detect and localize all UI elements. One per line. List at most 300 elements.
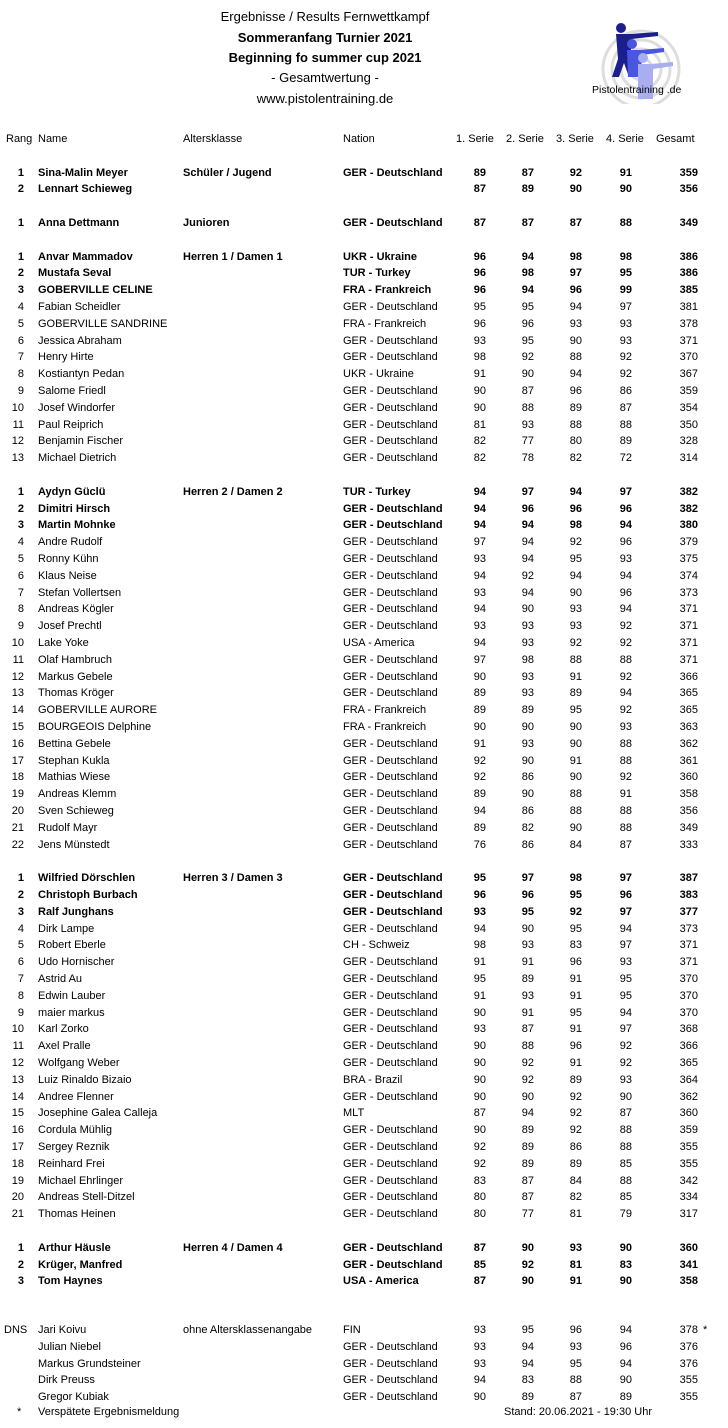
serie-3-cell: 95 [569, 888, 582, 901]
rank-cell: 9 [17, 620, 24, 633]
serie-1-cell: 93 [473, 334, 486, 347]
serie-2-cell: 90 [521, 1241, 534, 1254]
serie-4-cell: 92 [619, 704, 632, 717]
serie-4-cell: 87 [619, 838, 632, 851]
table-row [0, 669, 728, 686]
serie-3-cell: 88 [569, 1374, 582, 1387]
serie-4-cell: 88 [619, 418, 632, 431]
header-name: Name [38, 133, 68, 145]
serie-3-cell: 98 [569, 519, 582, 532]
rank-cell: 1 [17, 166, 24, 179]
nation-cell: USA - America [343, 1275, 419, 1288]
name-cell: Andreas Kögler [38, 603, 114, 616]
serie-2-cell: 92 [521, 569, 534, 582]
nation-cell: GER - Deutschland [343, 956, 438, 969]
serie-3-cell: 82 [569, 452, 582, 465]
nation-cell: GER - Deutschland [343, 569, 438, 582]
rank-cell: 19 [11, 788, 24, 801]
rank-cell: 12 [11, 1056, 24, 1069]
rank-cell: 2 [17, 267, 24, 280]
name-cell: Lennart Schieweg [38, 183, 133, 196]
nation-cell: GER - Deutschland [343, 670, 438, 683]
total-cell: 360 [679, 1107, 698, 1120]
serie-2-cell: 98 [521, 653, 534, 666]
serie-1-cell: 91 [473, 737, 486, 750]
total-cell: 371 [679, 939, 698, 952]
name-cell: Julian Niebel [38, 1340, 101, 1353]
total-cell: 366 [679, 670, 698, 683]
rank-cell: 4 [17, 300, 24, 313]
serie-4-cell: 94 [619, 1324, 632, 1337]
serie-3-cell: 96 [569, 284, 582, 297]
serie-3-cell: 92 [569, 905, 582, 918]
serie-3-cell: 92 [569, 1090, 582, 1103]
nation-cell: FRA - Frankreich [343, 284, 432, 297]
nation-cell: GER - Deutschland [343, 1090, 438, 1103]
serie-1-cell: 97 [473, 653, 486, 666]
nation-cell: GER - Deutschland [343, 1241, 443, 1254]
late-result-marker: * [703, 1324, 708, 1337]
table-row [0, 887, 728, 904]
serie-1-cell: 87 [473, 1241, 486, 1254]
serie-3-cell: 87 [569, 216, 582, 229]
name-cell: Astrid Au [38, 972, 83, 985]
nation-cell: GER - Deutschland [343, 771, 438, 784]
total-cell: 370 [679, 1006, 698, 1019]
table-row [0, 400, 728, 417]
total-cell: 354 [679, 401, 698, 414]
serie-1-cell: 89 [473, 788, 486, 801]
nation-cell: TUR - Turkey [343, 267, 411, 280]
nation-cell: GER - Deutschland [343, 1124, 438, 1137]
serie-4-cell: 89 [619, 435, 632, 448]
serie-2-cell: 87 [521, 166, 534, 179]
rank-cell: 10 [11, 401, 24, 414]
header-serie-2: 2. Serie [506, 133, 544, 145]
rank-cell: 14 [11, 704, 24, 717]
serie-2-cell: 95 [521, 300, 534, 313]
table-row [0, 618, 728, 635]
serie-4-cell: 94 [619, 687, 632, 700]
rank-cell: 9 [17, 1006, 24, 1019]
table-row [0, 534, 728, 551]
serie-2-cell: 95 [521, 1324, 534, 1337]
serie-4-cell: 96 [619, 502, 632, 515]
table-row [0, 165, 728, 182]
table-row [0, 1372, 728, 1389]
serie-1-cell: 98 [473, 351, 486, 364]
nation-cell: GER - Deutschland [343, 1258, 443, 1271]
nation-cell: GER - Deutschland [343, 519, 443, 532]
name-cell: Luiz Rinaldo Bizaio [38, 1073, 132, 1086]
total-cell: 365 [679, 704, 698, 717]
serie-4-cell: 92 [619, 771, 632, 784]
nation-cell: GER - Deutschland [343, 1040, 438, 1053]
serie-3-cell: 86 [569, 1140, 582, 1153]
serie-3-cell: 95 [569, 552, 582, 565]
serie-2-cell: 94 [521, 552, 534, 565]
serie-3-cell: 95 [569, 922, 582, 935]
serie-4-cell: 93 [619, 1073, 632, 1086]
total-cell: 359 [679, 384, 698, 397]
name-cell: Benjamin Fischer [38, 435, 123, 448]
name-cell: Dirk Lampe [38, 922, 95, 935]
nation-cell: BRA - Brazil [343, 1073, 403, 1086]
name-cell: Michael Dietrich [38, 452, 117, 465]
total-cell: 379 [679, 536, 698, 549]
serie-2-cell: 92 [521, 1073, 534, 1086]
serie-1-cell: 95 [473, 872, 486, 885]
name-cell: Olaf Hambruch [38, 653, 112, 666]
serie-2-cell: 89 [521, 704, 534, 717]
serie-3-cell: 82 [569, 1191, 582, 1204]
name-cell: Andre Rudolf [38, 536, 103, 549]
table-row [0, 1206, 728, 1223]
rank-cell: 1 [17, 485, 24, 498]
total-cell: 376 [679, 1357, 698, 1370]
name-cell: Andreas Stell-Ditzel [38, 1191, 135, 1204]
status-timestamp: Stand: 20.06.2021 - 19:30 Uhr [504, 1406, 652, 1418]
serie-4-cell: 97 [619, 872, 632, 885]
table-row [0, 1055, 728, 1072]
serie-4-cell: 88 [619, 1174, 632, 1187]
table-row [0, 585, 728, 602]
serie-3-cell: 93 [569, 317, 582, 330]
rank-cell: 16 [11, 737, 24, 750]
serie-1-cell: 94 [473, 1374, 486, 1387]
serie-1-cell: 98 [473, 939, 486, 952]
name-cell: Sergey Reznik [38, 1140, 110, 1153]
rank-cell: 5 [17, 939, 24, 952]
rank-cell: 3 [17, 519, 24, 532]
total-cell: 358 [679, 1275, 698, 1288]
nation-cell: FRA - Frankreich [343, 317, 427, 330]
serie-2-cell: 89 [521, 1157, 534, 1170]
total-cell: 370 [679, 989, 698, 1002]
total-cell: 365 [679, 687, 698, 700]
serie-1-cell: 90 [473, 401, 486, 414]
table-row [0, 820, 728, 837]
nation-cell: GER - Deutschland [343, 418, 438, 431]
serie-2-cell: 89 [521, 972, 534, 985]
serie-4-cell: 88 [619, 653, 632, 666]
serie-4-cell: 79 [619, 1208, 632, 1221]
nation-cell: GER - Deutschland [343, 502, 443, 515]
name-cell: Lake Yoke [38, 636, 89, 649]
serie-1-cell: 87 [473, 1275, 486, 1288]
name-cell: Klaus Neise [38, 569, 97, 582]
table-row [0, 702, 728, 719]
nation-cell: GER - Deutschland [343, 804, 438, 817]
nation-cell: GER - Deutschland [343, 216, 443, 229]
serie-4-cell: 95 [619, 972, 632, 985]
serie-1-cell: 94 [473, 569, 486, 582]
name-cell: BOURGEOIS Delphine [38, 720, 152, 733]
serie-3-cell: 93 [569, 620, 582, 633]
name-cell: Sina-Malin Meyer [38, 166, 128, 179]
serie-3-cell: 98 [569, 872, 582, 885]
nation-cell: GER - Deutschland [343, 1391, 438, 1404]
rank-cell: 11 [12, 1040, 24, 1053]
nation-cell: UKR - Ukraine [343, 368, 414, 381]
rank-cell: 7 [17, 972, 24, 985]
serie-4-cell: 93 [619, 720, 632, 733]
nation-cell: USA - America [343, 636, 415, 649]
serie-2-cell: 87 [521, 384, 534, 397]
nation-cell: GER - Deutschland [343, 351, 438, 364]
serie-3-cell: 91 [569, 972, 582, 985]
rank-cell: 5 [17, 552, 24, 565]
serie-1-cell: 90 [473, 1040, 486, 1053]
name-cell: Dirk Preuss [38, 1374, 95, 1387]
serie-1-cell: 95 [473, 972, 486, 985]
rank-cell: 1 [17, 250, 24, 263]
table-row [0, 417, 728, 434]
serie-4-cell: 93 [619, 317, 632, 330]
nation-cell: GER - Deutschland [343, 838, 438, 851]
serie-3-cell: 90 [569, 771, 582, 784]
table-row [0, 1189, 728, 1206]
nation-cell: GER - Deutschland [343, 1023, 438, 1036]
serie-3-cell: 91 [569, 989, 582, 1002]
table-row [0, 1072, 728, 1089]
rank-cell: 12 [11, 435, 24, 448]
nation-cell: GER - Deutschland [343, 586, 438, 599]
serie-3-cell: 88 [569, 418, 582, 431]
serie-3-cell: 83 [569, 939, 582, 952]
serie-3-cell: 98 [569, 250, 582, 263]
rank-cell: 4 [17, 536, 24, 549]
name-cell: Tom Haynes [38, 1275, 103, 1288]
rank-cell: 13 [11, 452, 24, 465]
table-row [0, 1273, 728, 1290]
serie-2-cell: 90 [521, 754, 534, 767]
serie-1-cell: 87 [473, 216, 486, 229]
total-cell: 350 [679, 418, 698, 431]
total-cell: 358 [679, 788, 698, 801]
serie-4-cell: 92 [619, 636, 632, 649]
rank-cell: 21 [11, 821, 24, 834]
serie-3-cell: 90 [569, 737, 582, 750]
serie-1-cell: 93 [473, 552, 486, 565]
total-cell: 328 [679, 435, 698, 448]
rank-cell: 17 [11, 754, 24, 767]
total-cell: 362 [679, 1090, 698, 1103]
serie-4-cell: 94 [619, 603, 632, 616]
rank-cell: 11 [12, 418, 24, 431]
nation-cell: GER - Deutschland [343, 1191, 438, 1204]
total-cell: 349 [679, 821, 698, 834]
serie-2-cell: 93 [521, 620, 534, 633]
name-cell: Christoph Burbach [38, 888, 138, 901]
serie-2-cell: 89 [521, 1140, 534, 1153]
logo-text: Pistolentraining .de [592, 84, 682, 96]
table-row [0, 635, 728, 652]
serie-1-cell: 92 [473, 1157, 486, 1170]
nation-cell: GER - Deutschland [343, 384, 438, 397]
serie-2-cell: 92 [521, 1056, 534, 1069]
serie-1-cell: 80 [473, 1208, 486, 1221]
total-cell: 349 [679, 216, 698, 229]
serie-4-cell: 92 [619, 620, 632, 633]
serie-3-cell: 95 [569, 1006, 582, 1019]
serie-1-cell: 89 [473, 687, 486, 700]
total-cell: 371 [679, 636, 698, 649]
serie-3-cell: 91 [569, 1056, 582, 1069]
total-cell: 360 [679, 1241, 698, 1254]
serie-1-cell: 97 [473, 536, 486, 549]
serie-3-cell: 84 [569, 838, 582, 851]
serie-2-cell: 95 [521, 905, 534, 918]
rank-cell: 11 [12, 653, 24, 666]
table-row [0, 1339, 728, 1356]
serie-3-cell: 93 [569, 1241, 582, 1254]
class-cell: Herren 1 / Damen 1 [183, 250, 283, 263]
table-row [0, 383, 728, 400]
serie-2-cell: 91 [521, 1006, 534, 1019]
serie-2-cell: 93 [521, 939, 534, 952]
serie-2-cell: 93 [521, 989, 534, 1002]
nation-cell: GER - Deutschland [343, 334, 438, 347]
website-link[interactable]: www.pistolentraining.de [256, 91, 394, 106]
total-cell: 359 [679, 166, 698, 179]
nation-cell: GER - Deutschland [343, 435, 438, 448]
table-row [0, 736, 728, 753]
name-cell: Paul Reiprich [38, 418, 104, 431]
table-row [0, 433, 728, 450]
rank-cell: 1 [17, 1241, 24, 1254]
serie-4-cell: 95 [619, 267, 632, 280]
name-cell: Karl Zorko [38, 1023, 89, 1036]
serie-4-cell: 97 [619, 939, 632, 952]
serie-2-cell: 94 [521, 519, 534, 532]
serie-2-cell: 93 [521, 636, 534, 649]
serie-1-cell: 87 [473, 183, 486, 196]
rank-cell: 12 [11, 670, 24, 683]
total-cell: 362 [679, 737, 698, 750]
total-cell: 317 [679, 1208, 698, 1221]
serie-2-cell: 89 [521, 1124, 534, 1137]
nation-cell: GER - Deutschland [343, 687, 438, 700]
rank-cell: DNS [4, 1324, 28, 1337]
serie-2-cell: 92 [521, 351, 534, 364]
nation-cell: CH - Schweiz [343, 939, 410, 952]
total-cell: 342 [679, 1174, 698, 1187]
serie-1-cell: 93 [473, 905, 486, 918]
nation-cell: GER - Deutschland [343, 1157, 438, 1170]
serie-4-cell: 94 [619, 569, 632, 582]
header-total: Gesamt [656, 133, 695, 145]
total-cell: 367 [679, 368, 698, 381]
serie-3-cell: 89 [569, 401, 582, 414]
serie-3-cell: 81 [569, 1258, 582, 1271]
serie-1-cell: 89 [473, 166, 486, 179]
total-cell: 386 [679, 267, 698, 280]
total-cell: 381 [679, 300, 698, 313]
serie-4-cell: 88 [619, 821, 632, 834]
name-cell: Ralf Junghans [38, 905, 114, 918]
serie-4-cell: 88 [619, 216, 632, 229]
serie-1-cell: 93 [473, 1340, 486, 1353]
total-cell: 359 [679, 1124, 698, 1137]
table-row [0, 299, 728, 316]
rank-cell: 14 [11, 1090, 24, 1103]
serie-1-cell: 90 [473, 1006, 486, 1019]
serie-1-cell: 92 [473, 1140, 486, 1153]
nation-cell: GER - Deutschland [343, 821, 438, 834]
serie-1-cell: 94 [473, 603, 486, 616]
nation-cell: FRA - Frankreich [343, 720, 427, 733]
table-row [0, 1122, 728, 1139]
serie-2-cell: 87 [521, 1174, 534, 1187]
nation-cell: GER - Deutschland [343, 536, 438, 549]
total-cell: 334 [679, 1191, 698, 1204]
nation-cell: MLT [343, 1107, 365, 1120]
serie-1-cell: 76 [473, 838, 486, 851]
total-cell: 371 [679, 956, 698, 969]
serie-2-cell: 89 [521, 183, 534, 196]
class-cell: Herren 3 / Damen 3 [183, 872, 283, 885]
serie-1-cell: 90 [473, 384, 486, 397]
table-row [0, 249, 728, 266]
serie-2-cell: 82 [521, 821, 534, 834]
serie-3-cell: 90 [569, 586, 582, 599]
serie-4-cell: 87 [619, 401, 632, 414]
serie-3-cell: 90 [569, 821, 582, 834]
nation-cell: GER - Deutschland [343, 1174, 438, 1187]
serie-1-cell: 90 [473, 720, 486, 733]
serie-2-cell: 96 [521, 317, 534, 330]
name-cell: Krüger, Manfred [38, 1258, 123, 1271]
serie-3-cell: 90 [569, 334, 582, 347]
rank-cell: 7 [17, 586, 24, 599]
class-cell: Junioren [183, 216, 230, 229]
total-cell: 370 [679, 351, 698, 364]
serie-2-cell: 95 [521, 334, 534, 347]
serie-2-cell: 94 [521, 1357, 534, 1370]
rank-cell: 6 [17, 956, 24, 969]
footnote-text: Verspätete Ergebnismeldung [38, 1406, 180, 1418]
serie-4-cell: 88 [619, 754, 632, 767]
serie-3-cell: 94 [569, 368, 582, 381]
serie-2-cell: 94 [521, 250, 534, 263]
total-cell: 361 [679, 754, 698, 767]
total-cell: 387 [679, 872, 698, 885]
table-row [0, 1389, 728, 1406]
serie-2-cell: 93 [521, 418, 534, 431]
serie-2-cell: 90 [521, 1090, 534, 1103]
serie-1-cell: 92 [473, 771, 486, 784]
serie-4-cell: 94 [619, 519, 632, 532]
table-row [0, 971, 728, 988]
serie-4-cell: 92 [619, 351, 632, 364]
table-row [0, 333, 728, 350]
serie-1-cell: 87 [473, 1107, 486, 1120]
serie-3-cell: 93 [569, 1340, 582, 1353]
name-cell: Andreas Klemm [38, 788, 117, 801]
rank-cell: 8 [17, 603, 24, 616]
table-row [0, 685, 728, 702]
serie-1-cell: 82 [473, 435, 486, 448]
serie-3-cell: 89 [569, 1157, 582, 1170]
nation-cell: GER - Deutschland [343, 300, 438, 313]
serie-4-cell: 97 [619, 485, 632, 498]
tournament-name-english: Beginning fo summer cup 2021 [228, 50, 422, 65]
serie-2-cell: 90 [521, 922, 534, 935]
serie-3-cell: 96 [569, 1040, 582, 1053]
serie-2-cell: 91 [521, 956, 534, 969]
total-cell: 371 [679, 334, 698, 347]
